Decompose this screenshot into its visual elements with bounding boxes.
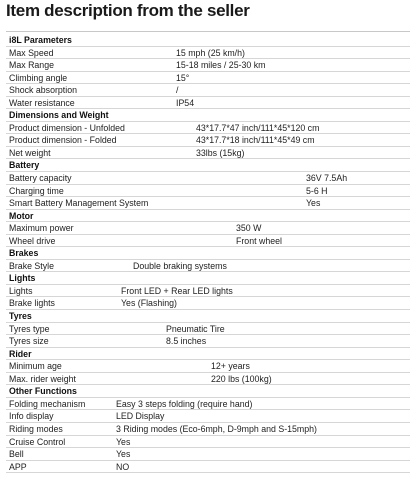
spec-value: 33lbs (15kg)	[196, 147, 245, 158]
spec-row	[6, 235, 410, 248]
spec-value: 15 mph (25 km/h)	[176, 47, 245, 58]
spec-value: 3 Riding modes (Eco-6mph, D-9mph and S-15mph)	[116, 423, 317, 434]
spec-value: Easy 3 steps folding (require hand)	[116, 398, 253, 409]
spec-row	[6, 197, 410, 210]
spec-label: Cruise Control	[9, 436, 66, 447]
section-header-row	[6, 210, 410, 223]
section-header-label: Brakes	[9, 248, 39, 259]
section-header-label: Dimensions and Weight	[9, 110, 109, 121]
spec-row	[6, 297, 410, 310]
section-title: Item description from the seller	[6, 1, 250, 20]
spec-label: Brake Style	[9, 260, 54, 271]
section-header-label: Battery	[9, 160, 40, 171]
spec-row	[6, 97, 410, 110]
spec-row	[6, 423, 410, 436]
spec-value: Yes	[116, 436, 131, 447]
spec-row	[6, 373, 410, 386]
spec-label: Info display	[9, 411, 54, 422]
spec-row	[6, 185, 410, 198]
section-header-label: Other Functions	[9, 386, 77, 397]
spec-label: Lights	[9, 285, 33, 296]
spec-row	[6, 134, 410, 147]
section-header-row	[6, 272, 410, 285]
spec-value: IP54	[176, 97, 195, 108]
section-header-row	[6, 247, 410, 260]
spec-label: Shock absorption	[9, 85, 77, 96]
spec-row	[6, 172, 410, 185]
section-header-label: Tyres	[9, 311, 32, 322]
section-header-row	[6, 34, 410, 47]
spec-value: Front wheel	[236, 235, 282, 246]
spec-label: Charging time	[9, 185, 64, 196]
section-header-row	[6, 109, 410, 122]
spec-row	[6, 398, 410, 411]
section-header-label: Lights	[9, 273, 36, 284]
spec-value: 43*17.7*18 inch/111*45*49 cm	[196, 135, 315, 146]
spec-label: Water resistance	[9, 97, 75, 108]
spec-label: Brake lights	[9, 298, 55, 309]
spec-row	[6, 147, 410, 160]
spec-label: Riding modes	[9, 423, 63, 434]
spec-value: 350 W	[236, 223, 262, 234]
spec-value: Pneumatic Tire	[166, 323, 225, 334]
spec-value: Double braking systems	[133, 260, 227, 271]
section-header-row	[6, 310, 410, 323]
spec-label: Battery capacity	[9, 173, 72, 184]
spec-value: Yes (Flashing)	[121, 298, 177, 309]
spec-value: 43*17.7*47 inch/111*45*120 cm	[196, 122, 320, 133]
spec-row	[6, 410, 410, 423]
spec-value: 12+ years	[211, 361, 250, 372]
spec-value: 36V 7.5Ah	[306, 173, 348, 184]
spec-row	[6, 122, 410, 135]
spec-value: /	[176, 85, 179, 96]
spec-row	[6, 260, 410, 273]
spec-label: Tyres type	[9, 323, 50, 334]
spec-label: Minimum age	[9, 361, 62, 372]
spec-row	[6, 448, 410, 461]
spec-label: Climbing angle	[9, 72, 68, 83]
spec-value: NO	[116, 461, 130, 472]
spec-value: Yes	[306, 198, 321, 209]
spec-value: Yes	[116, 449, 131, 460]
spec-row	[6, 461, 410, 474]
spec-row	[6, 72, 410, 85]
spec-value: 8.5 inches	[166, 336, 207, 347]
spec-label: Wheel drive	[9, 235, 56, 246]
spec-value: 15°	[176, 72, 190, 83]
section-header-row	[6, 159, 410, 172]
section-header-label: i8L Parameters	[9, 35, 72, 45]
section-header-label: Rider	[9, 348, 32, 359]
spec-label: Max. rider weight	[9, 373, 76, 384]
spec-row	[6, 323, 410, 336]
spec-value: LED Display	[116, 411, 165, 422]
spec-value: Front LED + Rear LED lights	[121, 285, 233, 296]
spec-label: Smart Battery Management System	[9, 198, 149, 209]
spec-row	[6, 59, 410, 72]
spec-value: 15-18 miles / 25-30 km	[176, 60, 266, 71]
title-divider	[6, 31, 410, 32]
section-header-row	[6, 348, 410, 361]
spec-row	[6, 360, 410, 373]
spec-row	[6, 285, 410, 298]
spec-row	[6, 84, 410, 97]
spec-row	[6, 436, 410, 449]
spec-row	[6, 222, 410, 235]
spec-label: Folding mechanism	[9, 398, 86, 409]
spec-label: Net weight	[9, 147, 51, 158]
spec-label: Max Speed	[9, 47, 54, 58]
spec-value: 220 lbs (100kg)	[211, 373, 272, 384]
spec-row	[6, 335, 410, 348]
spec-label: Bell	[9, 449, 24, 460]
spec-value: 5-6 H	[306, 185, 328, 196]
section-header-label: Motor	[9, 210, 34, 221]
spec-label: Max Range	[9, 60, 54, 71]
spec-label: Product dimension - Folded	[9, 135, 117, 146]
spec-label: APP	[9, 461, 27, 472]
spec-table	[6, 34, 410, 473]
spec-label: Product dimension - Unfolded	[9, 122, 125, 133]
spec-row	[6, 47, 410, 60]
spec-label: Maximum power	[9, 223, 74, 234]
spec-label: Tyres size	[9, 336, 49, 347]
section-header-row	[6, 385, 410, 398]
